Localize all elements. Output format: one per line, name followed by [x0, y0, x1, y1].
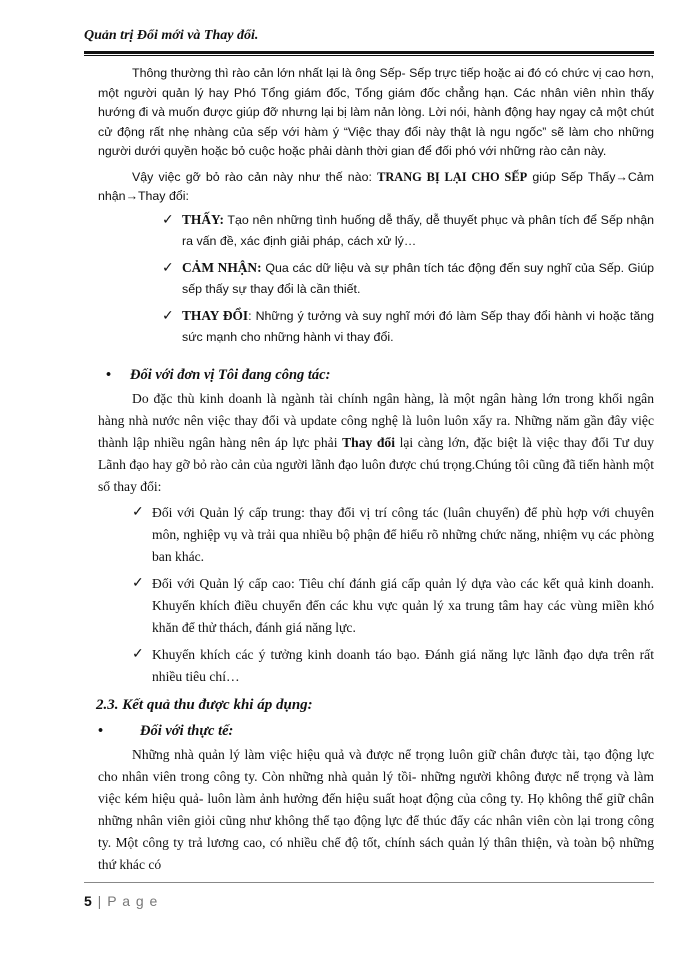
list-text: : Những ý tưởng và suy nghĩ mới đó làm Sếp thay đổi hành vi hoặc tăng sức mạnh cho những hành vi thay đổi.: [182, 308, 654, 344]
checkmark-icon: ✓: [132, 575, 144, 591]
checkmark-icon: ✓: [132, 504, 144, 520]
bullet-icon: •: [98, 722, 104, 739]
header-rule-thick: [84, 51, 654, 54]
list-text: Khuyến khích các ý tưởng kinh doanh táo bạo. Đánh giá năng lực lãnh đạo dựa trên rất nhiều tiêu chí…: [152, 646, 654, 684]
section-heading-results: 2.3. Kết quả thu được khi áp dụng:: [96, 696, 313, 713]
footer-separator: |: [92, 893, 108, 909]
page-footer: [84, 893, 158, 909]
changes-list: [132, 502, 654, 688]
list-term: THAY ĐỔI: [182, 307, 249, 323]
list-text: Tạo nên những tình huống dễ thấy, dễ thuyết phục và phân tích để Sếp nhận ra vấn đề, xác định giải pháp, cách xử lý…: [182, 212, 654, 248]
paragraph-unit-start: Do đặc thù kinh doanh là ngành tài chính ngân hàng, là một ngân hàng lớn trong khối ngân hàng nhà nước nên việc thay đổi và update công nghệ là luôn luôn xẩy ra. Những năm gần đây việc thành lập nhiều ngân hàng nên áp lực phải: [98, 390, 654, 450]
bullet-icon: •: [106, 366, 112, 383]
page-number: 5: [84, 893, 93, 909]
checkmark-icon: ✓: [162, 210, 174, 227]
list-item: [162, 257, 654, 300]
paragraph-unit-bold: Thay đổi: [342, 434, 395, 450]
paragraph-solution-start: Vậy việc gỡ bỏ rào cản này như thế nào:: [132, 169, 378, 184]
checkmark-icon: ✓: [132, 646, 144, 662]
section-heading-unit: [98, 364, 654, 386]
see-feel-change-list: [162, 209, 654, 348]
paragraph-solution: [98, 168, 654, 207]
paragraph-unit-end: lại càng lớn, đặc biệt là việc thay đổi Tư duy Lãnh đạo hay gỡ bỏ rào cản của người lãnh đạo luôn được chú trọng.Chúng tôi cũng đã tiến hành một số thay đổi:: [98, 434, 654, 494]
footer-rule: [84, 882, 654, 883]
checkmark-icon: ✓: [162, 306, 174, 323]
list-item: [132, 502, 654, 568]
page-header-title: Quản trị Đổi mới và Thay đổi.: [84, 28, 259, 43]
sub-heading-practice-text: Đối với thực tế:: [140, 722, 234, 739]
paragraph-solution-end: giúp Sếp Thấy→Cảm nhận→Thay đổi:: [98, 169, 654, 203]
list-item: [132, 644, 654, 688]
paragraph-barrier: Thông thường thì rào cản lớn nhất lại là ông Sếp- Sếp trực tiếp hoặc ai đó có chức vị cao hơn, một người quản lý hay Phó Tổng giám đốc, Tổng giám đốc chẳng hạn. Các nhân viên nhìn thấy hướng đi và muốn được giúp đỡ nhưng lại bị làm nản lòng. Lời nói, hành động hay ngay cả một chút cử động rất nhẹ nhàng của sếp với hàm ý “Việc thay đổi này thật là ngu ngốc” sẽ làm cho những người dưới quyền hoặc bỏ cuộc hoặc phải dành thời gian để đối phó với những rào cản này.: [98, 66, 654, 158]
list-term: CẢM NHẬN:: [182, 259, 262, 275]
paragraph-solution-bold: TRANG BỊ LẠI CHO SẾP: [377, 169, 528, 184]
paragraph-unit: [98, 388, 654, 498]
list-text: Đối với Quản lý cấp trung: thay đổi vị trí công tác (luân chuyển) để phù hợp với chuyên môn, nghiệp vụ và trải qua nhiều bộ phận để hiểu rõ những chức năng, nhiệm vụ các phòng ban khác.: [152, 504, 654, 564]
sub-heading-practice: [98, 720, 654, 742]
checkmark-icon: ✓: [162, 258, 174, 275]
list-item: [162, 305, 654, 348]
list-text: Đối với Quản lý cấp cao: Tiêu chí đánh giá cấp quản lý dựa vào các kết quả kinh doanh. Khuyến khích điều chuyển đến các khu vực quản lý xa trung tâm hay các vùng miền khó khăn để thử thách, đánh giá năng lực.: [152, 575, 654, 635]
list-term: THẤY:: [182, 211, 224, 227]
list-item: [132, 573, 654, 639]
list-text: Qua các dữ liệu và sự phân tích tác động đến suy nghĩ của Sếp. Giúp sếp thấy sự thay đổi là cần thiết.: [182, 260, 654, 296]
list-item: [162, 209, 654, 252]
document-body: [98, 64, 654, 876]
footer-page-label: P a g e: [107, 893, 159, 909]
header-rule-thin: [84, 55, 654, 56]
paragraph-results: Những nhà quản lý làm việc hiệu quả và được nể trọng luôn giữ chân được tài, tạo động lực cho nhân viên trong công ty. Còn những nhà quản lý tồi- những người không được nể trọng và làm việc kém hiệu quả- luôn làm ảnh hưởng đến hiệu suất hoạt động của công ty. Họ không thể giữ chân những nhân viên giỏi cũng như không thể tạo động lực để thúc đẩy các nhân viên còn lại trong công ty. Một công ty trả lương cao, có nhiều chế độ tốt, chính sách quản lý thân thiện, và toàn bộ những thứ khác có: [98, 746, 654, 872]
section-heading-unit-text: Đối với đơn vị Tôi đang công tác:: [130, 366, 331, 383]
